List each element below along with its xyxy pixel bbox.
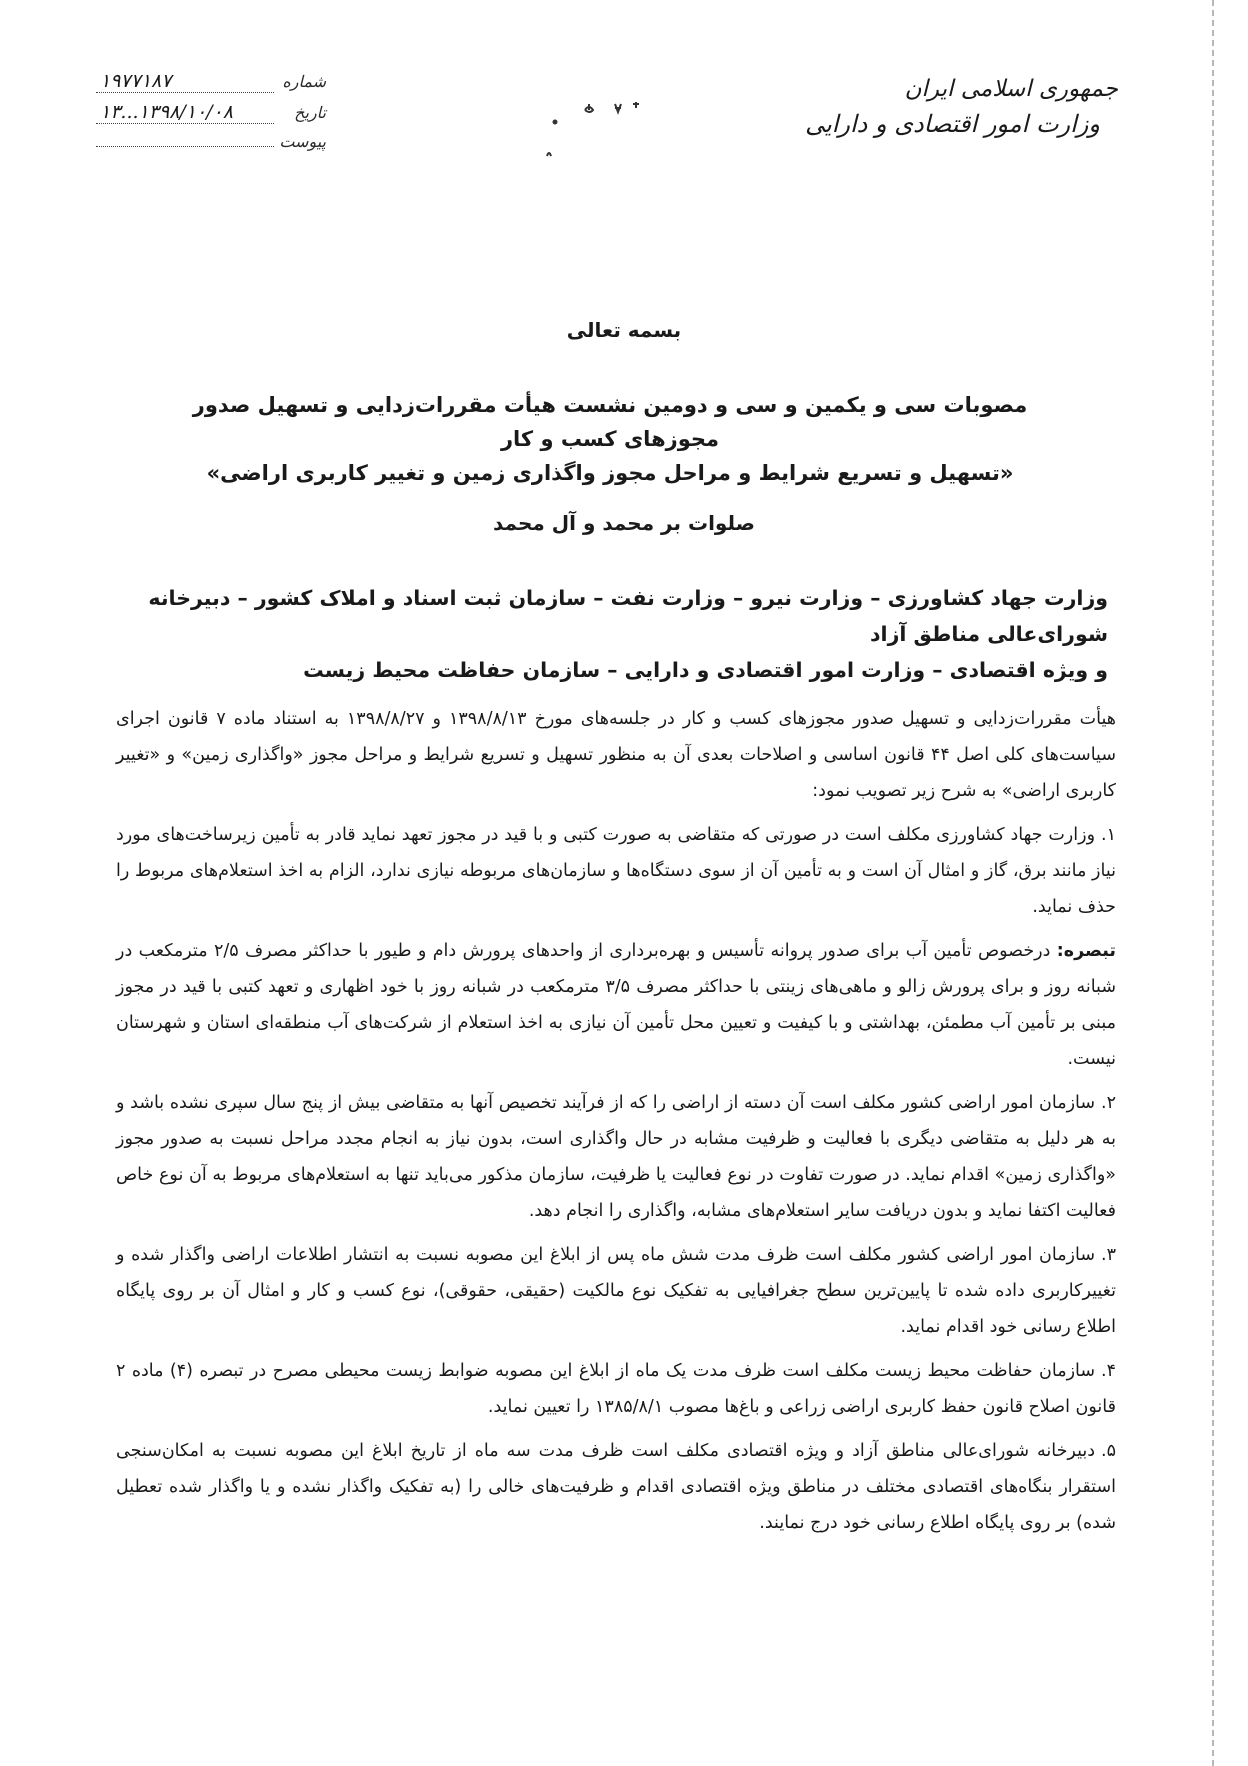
- recipients-list: [118, 580, 1108, 688]
- reference-date-row: [96, 101, 326, 132]
- document-title-line-2: «تسهیل و تسریع شرایط و مراحل مجوز واگذاری زمین و تغییر کاربری اراضی»: [206, 461, 1014, 485]
- document-title-line-1: مصوبات سی و یکمین و سی و دومین نشست هیأت مقررات‌زدایی و تسهیل صدور مجوزهای کسب و کار: [192, 393, 1028, 451]
- list-item: [116, 1353, 1116, 1425]
- reference-number-value: ۱۹۷۷۱۸۷: [96, 70, 274, 93]
- intro-paragraph: هیأت مقررات‌زدایی و تسهیل صدور مجوزهای کسب و کار در جلسه‌های مورخ ۱۳۹۸/۸/۱۳ و ۱۳۹۸/۸/۲۷ به استناد ماده ۷ قانون اجرای سیاست‌های کلی اصل ۴۴ قانون اساسی و اصلاحات بعدی آن به منظور تسهیل و تسریع شرایط و مراحل مجوز «واگذاری زمین» و «تغییر کاربری اراضی» به شرح زیر تصویب نمود:: [116, 709, 1116, 801]
- item-text: سازمان امور اراضی کشور مکلف است آن دسته از اراضی را که از فرآیند تخصیص آنها به متقاضی بیش از پنج سال سپری نشده باشد و به هر دلیل به متقاضی دیگری با فعالیت و ظرفیت مشابه در حال واگذاری است، بدون نیاز به انجام مجدد مراحل نسبت به صدور مجوز «واگذاری زمین» اقدام نماید. در صورت تفاوت در نوع فعالیت یا ظرفیت، سازمان مذکور می‌باید تنها به استعلام‌های مربوط به آن نوع خاص فعالیت اکتفا نماید و بدون دریافت سایر استعلام‌های مشابه، واگذاری را انجام دهد.: [116, 1093, 1116, 1221]
- reference-attachment-row: [96, 132, 326, 163]
- item-number: ۵.: [1101, 1441, 1116, 1461]
- item-text: سازمان حفاظت محیط زیست مکلف است ظرف مدت یک ماه از ابلاغ این مصوبه ضوابط زیست محیطی مصرح در تبصره (۴) ماده ۲ قانون اصلاح قانون حفظ کاربری اراضی زراعی و باغ‌ها مصوب ۱۳۸۵/۸/۱ را تعیین نماید.: [116, 1361, 1116, 1417]
- reference-number-label: شماره: [282, 72, 326, 91]
- item-number: ۳.: [1101, 1245, 1116, 1265]
- item-number: ۴.: [1101, 1361, 1116, 1381]
- salawat-line: صلوات بر محمد و آل محمد: [493, 511, 755, 535]
- list-item: [116, 1433, 1116, 1541]
- republic-name: جمهوری اسلامی ایران: [904, 76, 1118, 102]
- item-text: وزارت جهاد کشاورزی مکلف است در صورتی که متقاضی به صورت کتبی و با قید در مجوز تعهد نماید قادر به تأمین زیرساخت‌های مورد نیاز مانند برق، گاز و امثال آن است و به تأمین آن از سوی دستگاه‌ها و سازمان‌های مربوطه نیازی ندارد، الزام به اخذ استعلام‌های مربوط را حذف نماید.: [116, 825, 1116, 917]
- recipients-line-2: و ویژه اقتصادی – وزارت امور اقتصادی و دارایی – سازمان حفاظت محیط زیست: [303, 658, 1108, 682]
- invocation-heading: بسمه تعالی: [566, 318, 682, 342]
- recipients-line-1: وزارت جهاد کشاورزی – وزارت نیرو – وزارت نفت – سازمان ثبت اسناد و املاک کشور – دبیرخانه شورای‌عالی مناطق آزاد: [148, 586, 1108, 646]
- list-item: [116, 1237, 1116, 1345]
- item-number: ۱.: [1101, 825, 1116, 845]
- ministry-name: وزارت امور اقتصادی و دارایی: [805, 110, 1100, 138]
- note-paragraph: [116, 933, 1116, 1077]
- emblem-icon: [545, 92, 685, 160]
- note-text: درخصوص تأمین آب برای صدور پروانه تأسیس و بهره‌برداری از واحدهای پرورش دام و طیور با حداکثر مصرف ۲/۵ مترمکعب در شبانه روز و برای پرورش زالو و ماهی‌های زینتی با حداکثر مصرف ۳/۵ مترمکعب در شبانه روز با خود اظهاری و تعهد کتبی با قید در مجوز مبنی بر تأمین آب مطمئن، بهداشتی و با کیفیت و تعیین محل تأمین آن نیازی به اخذ استعلام از شرکت‌های آب منطقه‌ای استان و شهرستان نیست.: [116, 941, 1116, 1069]
- reference-attachment-value: [96, 146, 274, 147]
- reference-attachment-label: پیوست: [279, 132, 326, 151]
- page-edge-line: [1212, 0, 1214, 1766]
- list-item: [116, 1085, 1116, 1229]
- reference-date-value: ۱۳...۱۳۹۸/۱۰/۰۸: [96, 101, 274, 124]
- list-item: [116, 817, 1116, 925]
- letterhead: [788, 72, 1118, 142]
- item-text: دبیرخانه شورای‌عالی مناطق آزاد و ویژه اقتصادی مکلف است ظرف مدت سه ماه از تاریخ ابلاغ این مصوبه نسبت به امکان‌سنجی استقرار بنگاه‌های اقتصادی مختلف در مناطق ویژه اقتصادی اقدام و ظرفیت‌های خالی را (به تفکیک واگذار نشده و یا واگذار شده تعطیل شده) بر روی پایگاه اطلاع رسانی خود درج نمایند.: [116, 1441, 1116, 1533]
- reference-date-label: تاریخ: [294, 103, 326, 122]
- note-label: تبصره:: [1056, 941, 1116, 961]
- reference-number-row: [96, 70, 326, 101]
- document-body: [116, 701, 1116, 1549]
- item-number: ۲.: [1101, 1093, 1116, 1113]
- reference-block: [96, 70, 326, 163]
- document-title: [170, 388, 1050, 490]
- item-text: سازمان امور اراضی کشور مکلف است ظرف مدت شش ماه پس از ابلاغ این مصوبه نسبت به انتشار اطلاعات اراضی واگذار شده و تغییرکاربری داده شده تا پایین‌ترین سطح جغرافیایی به تفکیک نوع مالکیت (حقیقی، حقوقی)، نوع کسب و کار و امثال آن بر روی پایگاه اطلاع رسانی خود اقدام نماید.: [116, 1245, 1116, 1337]
